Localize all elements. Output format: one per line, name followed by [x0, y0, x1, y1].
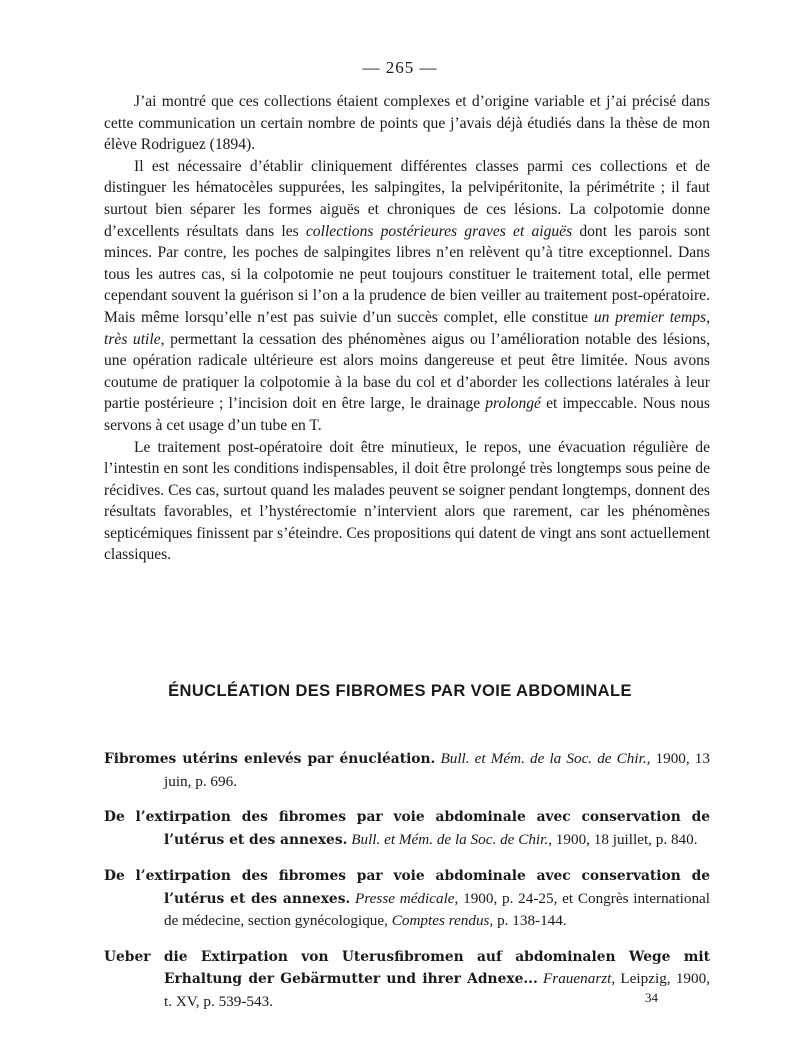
- reference-title: Fibromes utérins enlevés par énucléation.: [104, 751, 436, 767]
- sheet-signature-number: 34: [645, 990, 658, 1005]
- reference-list: [104, 748, 710, 1026]
- paragraph-3-run-1: Le traitement post-opératoire doit être minutieux, le repos, une évacuation régulière de l’intestin en sont les conditions indispensables, il doit être prolongé très longtemps sous peine de récidives. Ces cas, surtout quand les malades peuvent se soigner pendant longtemps, donnent des résultats favorables, et l’hystérectomie n’intervient alors que rarement, car les phénomènes septicémiques finissent par s’éteindre. Ces propositions qui datent de vingt ans sont actuellement classiques.: [104, 438, 710, 564]
- page-number: — 265 —: [362, 58, 438, 77]
- reference-item: [104, 806, 710, 851]
- reference-source-run: , 1900, 13 juin, p. 696.: [164, 750, 710, 790]
- reference-source-proceedings: Comptes rendus: [391, 912, 490, 929]
- reference-title: De l’extirpation des fibromes par voie abdominale avec conservation de l’utérus et des annexes.: [104, 809, 710, 848]
- section-title: ÉNUCLÉATION DES FIBROMES PAR VOIE ABDOMINALE: [168, 682, 632, 700]
- paragraph-1-run-1: J’ai montré que ces collections étaient complexes et d’origine variable et j’ai précisé dans cette communication un certain nombre de points que j’avais déjà étudiés dans la thèse de mon élève Rodriguez (1894).: [104, 93, 710, 154]
- paragraph-2-italic-2: un premier temps, très utile: [104, 308, 710, 348]
- reference-source-run: , 1900, 18 juillet, p. 840.: [548, 830, 698, 848]
- reference-source-journal: Bull. et Mém. de la Soc. de Chir.: [351, 830, 549, 848]
- reference-source-journal: Presse médicale: [355, 889, 455, 907]
- paragraph-2: [104, 156, 710, 437]
- reference-item: [104, 865, 710, 932]
- paragraph-2-run-1: Il est nécessaire d’établir cliniquement différentes classes parmi ces collections et de distinguer les hématocèles suppurées, les salpingites, la pelvipéritonite, la périmétrite ; il faut surtout bien séparer les formes aiguës et chroniques de ces lésions. La colpotomie donne d’excellents résultats dans les: [104, 157, 710, 240]
- reference-source: [347, 831, 697, 848]
- paragraph-1: [104, 91, 710, 156]
- paragraph-2-run-2: dont les parois sont minces. Par contre, les poches de salpingites libres n’en relèvent qu’à titre exceptionnel. Dans tous les autres cas, si la colpotomie ne peut toujours constituer le traitement total, elle permet cependant souvent la guérison si l’on a la prudence de bien veiller au traitement post-opératoire. Mais même lorsqu’elle n’est pas suivie d’un succès complet, elle constitue: [104, 222, 710, 326]
- reference-source-run: , Leipzig, 1900, t. XV, p. 539-543.: [164, 970, 711, 1010]
- paragraph-2-italic-3: prolongé: [485, 395, 541, 413]
- reference-item: [104, 748, 710, 792]
- body-text: [104, 91, 710, 566]
- reference-title: Ueber die Extirpation von Uterusfibromen auf abdominalen Wege mit Erhaltung der Gebärmutter und ihrer Adnexe...: [104, 948, 710, 987]
- paragraph-2-run-4: et impeccable. Nous nous servons à cet usage d’un tube en T.: [104, 395, 710, 434]
- reference-source-run: , 1900, p. 24-25, et Congrès international de médecine, section gynécologique,: [164, 889, 710, 929]
- paragraph-3: [104, 437, 710, 567]
- paragraph-2-run-3: , permettant la cessation des phénomènes aigus ou l’amélioration notable des lésions, une opération radicale ultérieure est alors moins dangereuse et peut être limitée. Nous avons coutume de pratiquer la colpotomie à la base du col et d’aborder les collections latérales à leur partie postérieure ; l’incision doit en être large, le drainage: [104, 330, 710, 413]
- reference-source-journal: Frauenarzt: [543, 970, 612, 987]
- reference-source-run: , p. 138-144.: [489, 912, 567, 929]
- reference-item: [104, 946, 710, 1013]
- reference-title: De l’extirpation des fibromes par voie abdominale avec conservation de l’utérus et des annexes.: [104, 868, 710, 907]
- paragraph-2-italic-1: collections postérieures graves et aiguës: [305, 222, 573, 240]
- reference-source-journal: Bull. et Mém. de la Soc. de Chir.: [440, 750, 647, 767]
